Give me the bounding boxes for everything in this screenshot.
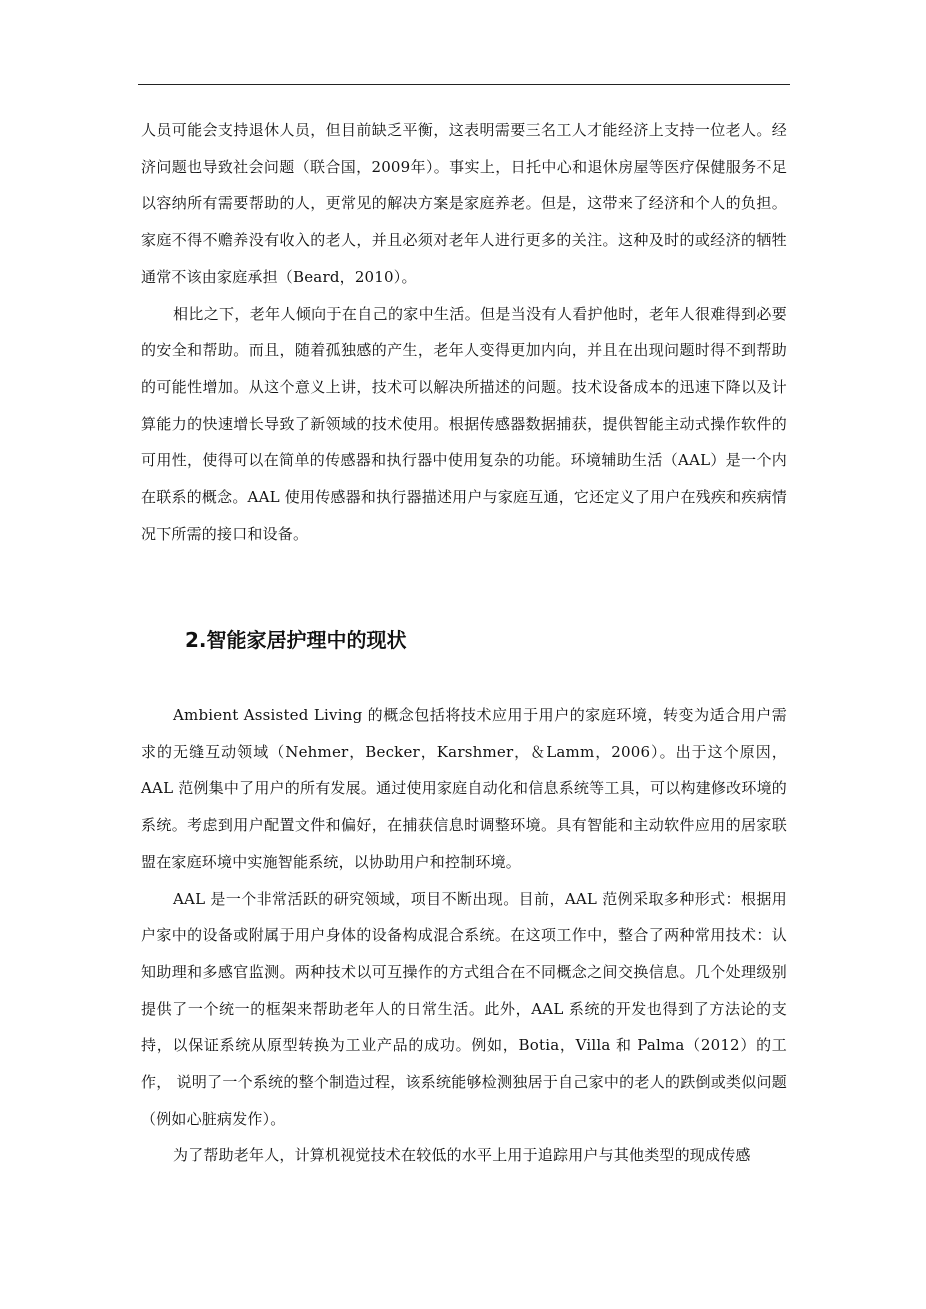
paragraph: AAL 是一个非常活跃的研究领域，项目不断出现。目前，AAL 范例采取多种形式：根据用户家中的设备或附属于用户身体的设备构成混合系统。在这项工作中，整合了两种常用技术：认知助理和多感官监测。两种技术以可互操作的方式组合在不同概念之间交换信息。几个处理级别提供了一个统一的框架来帮助老年人的日常生活。此外，AAL 系统的开发也得到了方法论的支持，以保证系统从原型转换为工业产品的成功。例如，Botia，Villa 和 Palma（2012）的工作， 说明了一个系统的整个制造过程，该系统能够检测独居于自己家中的老人的跌倒或类似问题（例如心脏病发作）。 <box>141 889 787 1128</box>
body-text-top <box>141 112 787 552</box>
paragraph: 为了帮助老年人，计算机视觉技术在较低的水平上用于追踪用户与其他类型的现成传感 <box>173 1146 751 1165</box>
paragraph: 人员可能会支持退休人员，但目前缺乏平衡，这表明需要三名工人才能经济上支持一位老人。经济问题也导致社会问题（联合国，2009年）。事实上，日托中心和退休房屋等医疗保健服务不足以容纳所有需要帮助的人，更常见的解决方案是家庭养老。但是，这带来了经济和个人的负担。家庭不得不赡养没有收入的老人，并且必须对老年人进行更多的关注。这种及时的或经济的牺牲通常不该由家庭承担（Beard，2010）。 <box>141 121 787 286</box>
paragraph: 相比之下，老年人倾向于在自己的家中生活。但是当没有人看护他时，老年人很难得到必要的安全和帮助。而且，随着孤独感的产生，老年人变得更加内向，并且在出现问题时得不到帮助的可能性增加。从这个意义上讲，技术可以解决所描述的问题。技术设备成本的迅速下降以及计算能力的快速增长导致了新领域的技术使用。根据传感器数据捕获，提供智能主动式操作软件的可用性，使得可以在简单的传感器和执行器中使用复杂的功能。环境辅助生活（AAL）是一个内在联系的概念。AAL 使用传感器和执行器描述用户与家庭互通，它还定义了用户在残疾和疾病情况下所需的接口和设备。 <box>141 304 787 543</box>
body-text-bottom <box>141 697 787 1174</box>
section-heading: 2.智能家居护理中的现状 <box>185 628 407 652</box>
paragraph: Ambient Assisted Living 的概念包括将技术应用于用户的家庭环境，转变为适合用户需求的无缝互动领域（Nehmer，Becker，Karshmer，＆Lamm，2006）。出于这个原因，AAL 范例集中了用户的所有发展。通过使用家庭自动化和信息系统等工具，可以构建修改环境的系统。考虑到用户配置文件和偏好，在捕获信息时调整环境。具有智能和主动软件应用的居家联盟在家庭环境中实施智能系统，以协助用户和控制环境。 <box>141 706 787 871</box>
header-divider <box>138 84 790 85</box>
